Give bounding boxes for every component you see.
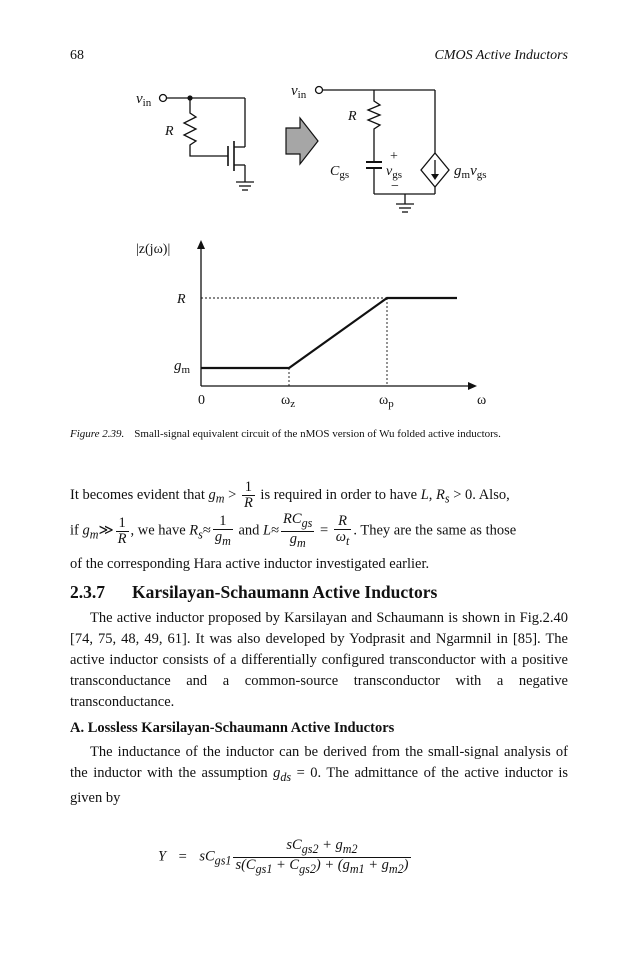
plot-tick-gm: $g_m$ [174,358,191,376]
gm-vgs-label: $g_mv_{gs}$ [454,163,487,181]
figure-2-39 [0,0,638,420]
circuit-left [160,95,255,191]
frac-1-over-R: $\frac{1}{R}$ [243,479,253,511]
circuit-right [316,87,450,213]
resistor-left [184,98,228,156]
vin-terminal-right [316,87,323,94]
caption-label: Figure 2.39. [70,428,125,440]
section-title: Karsilayan-Schaumann Active Inductors [132,582,438,602]
vin-terminal-left [160,95,167,102]
paragraph-1: It becomes evident that $g_m$ > $\frac{1}{R}$ is required in order to have L, $R_s > 0$. Also, if $g_m≫$ $\frac{1}{R}$ , we have $R_s\approx$ $\frac{1}{g_m}$ and L≈ $\frac{RC_{gs}}{g_m}$ = $\frac{R}{\omega_t}$ . They are the same as those of the corresponding Hara active inductor investigated earlier. [70,479,517,572]
vgs-plus: + [390,149,398,164]
plot-x-label: ω [477,393,487,408]
admittance-equation: $Y = sC_{gs1}$ $\frac{sC_{gs2} + g_{m2}}{s(C_{gs1} + C_{gs2}) + (g_{m1} + g_{m2})}$ [158,837,409,876]
cgs-label: $C_{gs}$ [330,164,350,181]
paragraph-3: The inductance of the inductor can be derived from the small-signal analysis of the inductor with the assumption $g_{ds} = 0$. The admittance of the active inductor is given by [70,744,568,806]
arrow-icon [286,118,318,164]
paragraph-2: The active inductor proposed by Karsilayan and Schaumann is shown in Fig.2.40 [74, 75, 48, 49, 61]. It was also developed by Yodprasit and Ngarmnil in [85]. The active inductor consists of a differentially configured transconductor with a positive transconductance and a common-source transconductor with a negative transconductance. [70,610,568,710]
plot-tick-wp: $\omega_p$ [379,393,394,410]
vgs-label: $v_{gs}$ [386,164,402,181]
section-number: 2.3.7 [70,582,105,602]
impedance-plot [197,240,477,390]
subsection-heading: A. Lossless Karsilayan-Schaumann Active Inductors [70,720,395,736]
impedance-curve [201,298,457,368]
running-title: CMOS Active Inductors [434,48,568,63]
plot-tick-wz: $\omega_z$ [281,393,296,410]
caption-text: Small-signal equivalent circuit of the nMOS version of Wu folded active inductors. [134,428,501,440]
resistor-right [368,90,380,162]
r-label-left: R [165,124,174,139]
vgs-minus: − [391,179,399,194]
r-label-right: R [348,109,357,124]
figure-caption [70,428,570,440]
plot-y-label: |z(jω)| [136,242,171,257]
section-heading [70,582,437,603]
plot-tick-0: 0 [198,393,205,408]
equation-fraction: $\frac{sC_{gs2} + g_{m2}}{s(C_{gs1} + C_{gs2}) + (g_{m1} + g_{m2})}$ [235,837,409,876]
page-number: 68 [70,48,84,63]
plot-tick-R: R [177,292,186,307]
vin-label-right: $v_{in}$ [291,83,307,101]
vin-label-left: $v_{in}$ [136,91,152,109]
